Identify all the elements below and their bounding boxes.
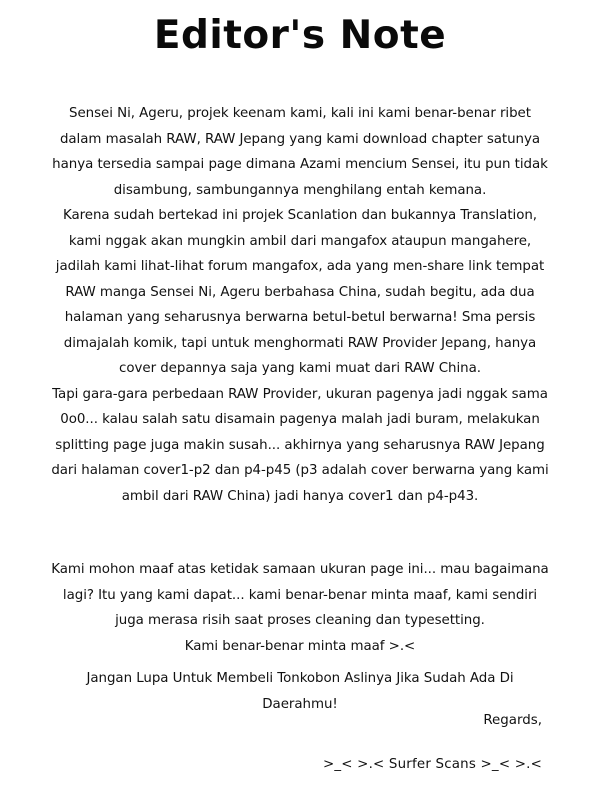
note-paragraph-1: Sensei Ni, Ageru, projek keenam kami, kali ini kami benar-benar ribet dalam masalah RAW, RAW Jepang yang kami download chapter satunya hanya tersedia sampai page dimana Azami mencium Sensei, itu pun tidak disambung, sambungannya menghilang entah kemana.: [52, 106, 548, 198]
page-title: Editor's Note: [153, 13, 447, 58]
note-body-apology: [48, 557, 552, 659]
signature-line: >_< >.< Surfer Scans >_< >.<: [322, 757, 542, 772]
apology-paragraph-1: Kami mohon maaf atas ketidak samaan ukuran page ini... mau bagaimana lagi? Itu yang kami dapat... kami benar-benar minta maaf, kami sendiri juga merasa risih saat proses cleaning dan typesetting.: [51, 562, 549, 628]
note-body-upper: [48, 101, 552, 509]
regards-line: Regards,: [483, 713, 542, 728]
apology-paragraph-2: Kami benar-benar minta maaf >.<: [184, 638, 416, 654]
purchase-tagline: Jangan Lupa Untuk Membeli Tonkobon Aslinya Jika Sudah Ada Di Daerahmu!: [86, 671, 514, 712]
note-paragraph-2: Karena sudah bertekad ini projek Scanlation dan bukannya Translation, kami nggak akan mungkin ambil dari mangafox ataupun mangahere, jadilah kami lihat-lihat forum mangafox, ada yang men-share link tempat RAW manga Sensei Ni, Ageru berbahasa China, sudah begitu, ada dua halaman yang seharusnya berwarna betul-betul berwarna! Sma persis dimajalah komik, tapi untuk menghormati RAW Provider Jepang, hanya cover depannya saja yang kami muat dari RAW China.: [55, 208, 545, 376]
note-paragraph-3: Tapi gara-gara perbedaan RAW Provider, ukuran pagenya jadi nggak sama 0o0... kalau salah satu disamain pagenya malah jadi buram, melakukan splitting page juga makin susah... akhirnya yang seharusnya RAW Jepang dari halaman cover1-p2 dan p4-p45 (p3 adalah cover berwarna yang kami ambil dari RAW China) jadi hanya cover1 dan p4-p43.: [51, 386, 549, 504]
